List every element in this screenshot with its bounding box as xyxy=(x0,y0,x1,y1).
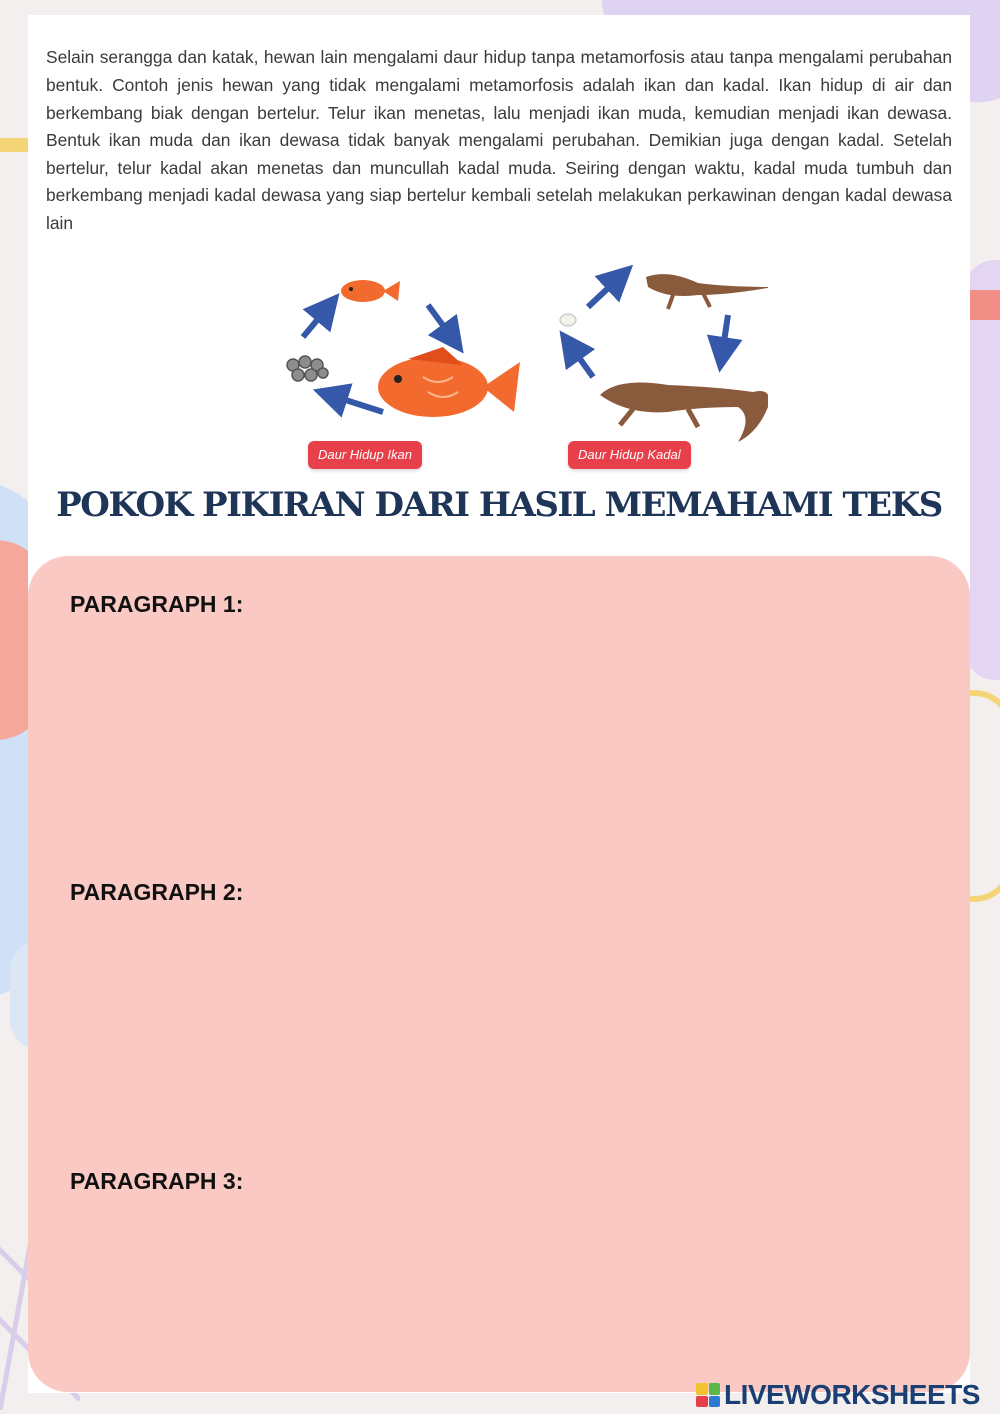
fish-eggs-icon xyxy=(287,356,328,381)
adult-lizard-icon xyxy=(600,383,768,442)
cycle-arrow xyxy=(722,315,728,355)
intro-paragraph: Selain serangga dan katak, hewan lain mengalami daur hidup tanpa metamorfosis atau tanpa mengalami perubahan bentuk. Contoh jenis hewan yang tidak mengalami metamorfosis adalah ikan dan kadal. Ikan hidup di air dan berkembang biak dengan bertelur. Telur ikan menetas, lalu menjadi ikan muda, kemudian menjadi ikan dewasa. Bentuk ikan muda dan ikan dewasa tidak banyak mengalami perubahan. Demikian juga dengan kadal. Setelah bertelur, telur kadal akan menetas dan muncullah kadal muda. Seiring dengan waktu, kadal muda tumbuh dan berkembang menjadi kadal dewasa yang siap bertelur kembali setelah melakukan perkawinan dengan kadal dewasa lain xyxy=(46,47,952,233)
decor-shape xyxy=(0,138,30,152)
decor-shape xyxy=(968,690,1000,902)
cycle-arrow xyxy=(303,307,328,337)
lizard-cycle-illustration xyxy=(560,274,768,442)
paragraph-3-label: PARAGRAPH 3: xyxy=(70,1168,244,1194)
paragraph-1-answer-field[interactable] xyxy=(70,631,934,835)
worksheet-page xyxy=(28,15,970,1393)
cycle-arrow xyxy=(330,395,383,412)
adult-fish-icon xyxy=(378,347,520,417)
fish-cycle-illustration xyxy=(287,280,520,417)
decor-shape xyxy=(970,290,1000,320)
liveworksheets-brand: LIVEWORKSHEETS xyxy=(724,1379,980,1410)
paragraph-2-label: PARAGRAPH 2: xyxy=(70,879,244,905)
liveworksheets-logo[interactable] xyxy=(696,1378,980,1412)
young-lizard-icon xyxy=(646,274,768,309)
liveworksheets-logo-icon xyxy=(696,1383,720,1407)
cycle-arrow xyxy=(588,277,620,307)
answer-panel xyxy=(28,556,970,1392)
paragraph-1-label: PARAGRAPH 1: xyxy=(70,591,244,617)
decor-shape xyxy=(965,260,1000,680)
paragraph-2-answer-field[interactable] xyxy=(70,919,934,1123)
lizard-egg-icon xyxy=(560,314,576,326)
cycle-arrow xyxy=(570,345,593,377)
life-cycle-illustration xyxy=(248,247,768,472)
cycle-arrow xyxy=(428,305,453,339)
life-cycle-diagram xyxy=(248,247,768,472)
young-fish-icon xyxy=(341,280,400,302)
fish-cycle-label: Daur Hidup Ikan xyxy=(308,441,422,469)
section-title: POKOK PIKIRAN DARI HASIL MEMAHAMI TEKS xyxy=(56,485,942,525)
lizard-cycle-label: Daur Hidup Kadal xyxy=(568,441,691,469)
